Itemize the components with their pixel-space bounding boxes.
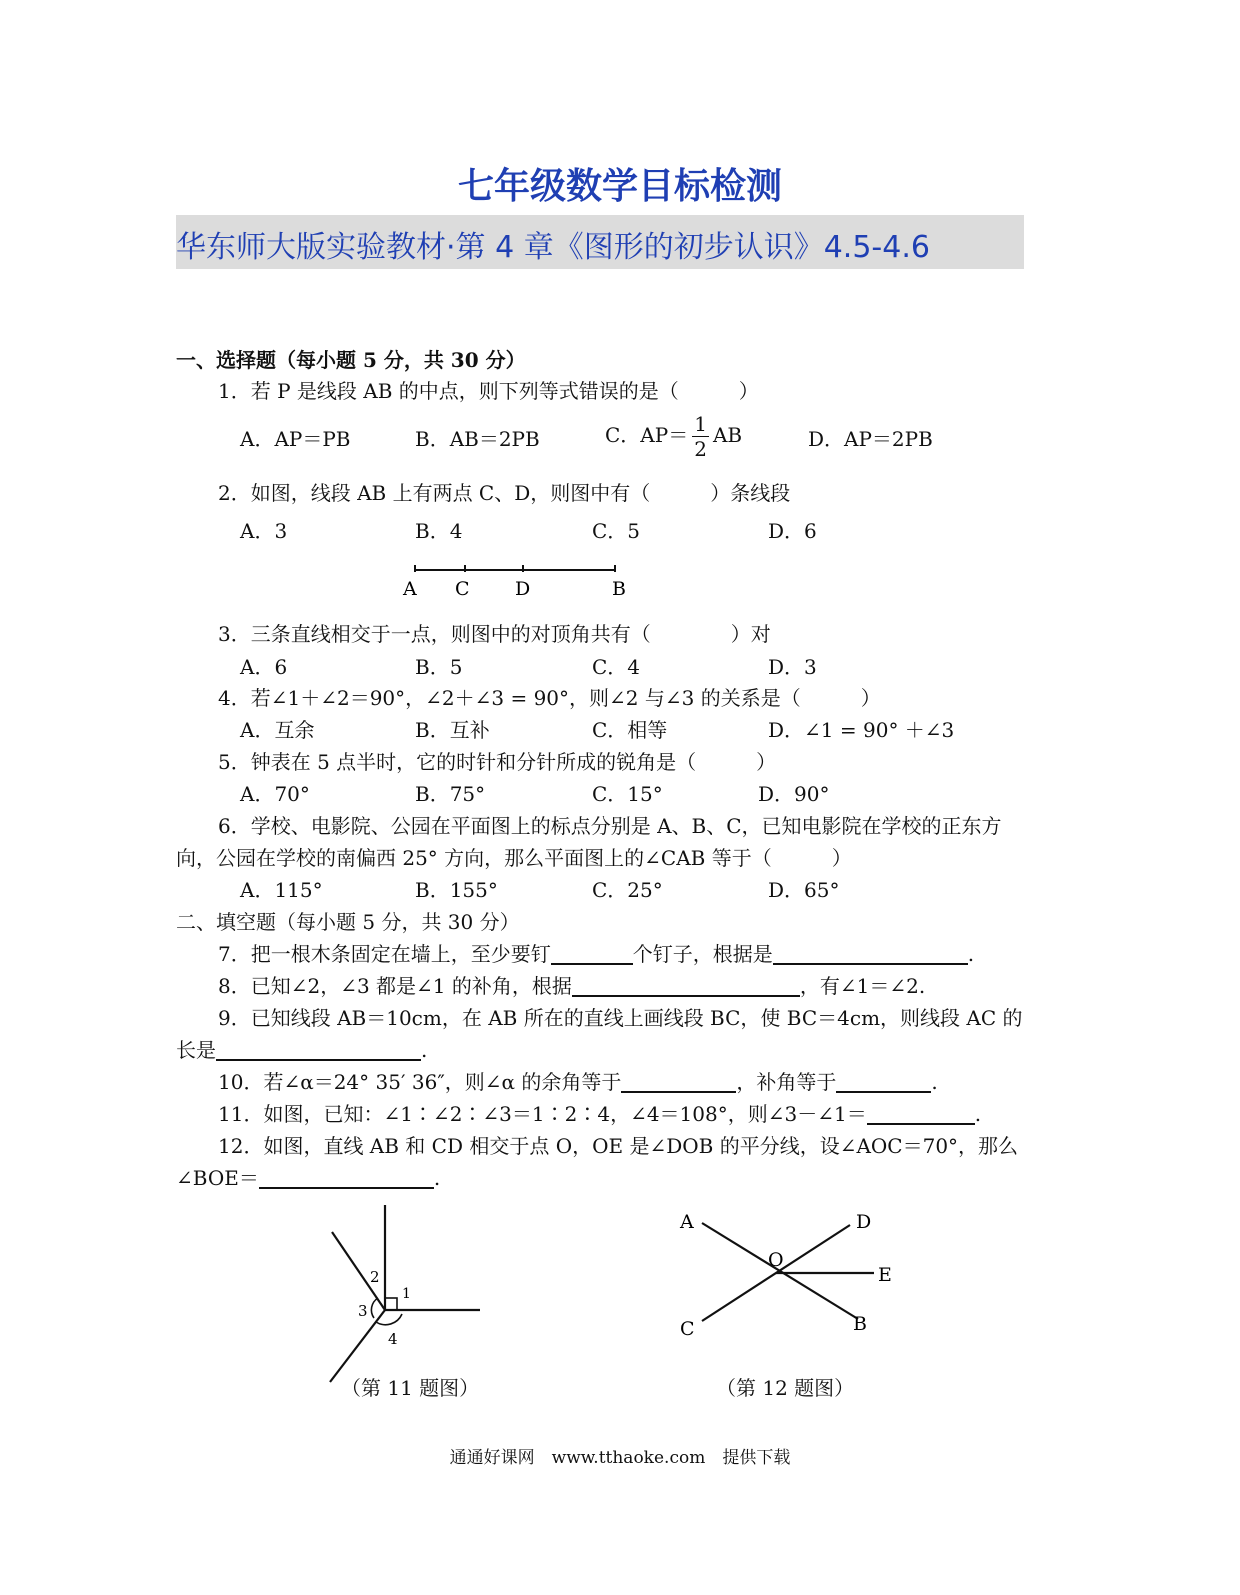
fraction-denominator: 2 xyxy=(694,437,707,461)
q12-line1: 12．如图，直线 AB 和 CD 相交于点 O，OE 是∠DOB 的平分线，设∠AOC＝70°，那么 xyxy=(218,1134,1019,1158)
q2-option-c: C．5 xyxy=(592,519,641,543)
q7-part3: . xyxy=(967,942,975,966)
fraction-numerator: 1 xyxy=(694,412,707,436)
angle-label-3: 3 xyxy=(358,1302,368,1320)
angle-label-1: 1 xyxy=(402,1286,411,1302)
q7-line xyxy=(218,941,974,967)
point-label-e: E xyxy=(878,1264,892,1286)
q3-option-d: D．3 xyxy=(768,655,817,679)
q7-blank2 xyxy=(773,943,968,965)
q10-blank1 xyxy=(621,1071,736,1093)
q10-part1: 10．若∠α＝24° 35′ 36″，则∠α 的余角等于 xyxy=(218,1070,622,1094)
q11-part1: 11．如图，已知：∠1∶∠2∶∠3＝1∶2∶4，∠4＝108°，则∠3－∠1＝ xyxy=(218,1102,867,1126)
q12-line2 xyxy=(176,1165,440,1191)
q1-stem: 1．若 P 是线段 AB 的中点，则下列等式错误的是（ ） xyxy=(218,379,759,403)
q6-stem-line1: 6．学校、电影院、公园在平面图上的标点分别是 A、B、C，已知电影院在学校的正东方 xyxy=(218,814,1002,838)
q2-option-b: B．4 xyxy=(415,519,463,543)
label-a: A xyxy=(403,578,417,600)
point-label-c: C xyxy=(680,1318,695,1340)
q6-option-d: D．65° xyxy=(768,878,840,902)
q10-part3: . xyxy=(931,1070,938,1094)
figure-12 xyxy=(670,1205,910,1345)
q5-option-c: C．15° xyxy=(592,782,663,806)
fraction-one-half xyxy=(692,412,709,461)
q3-stem: 3．三条直线相交于一点，则图中的对顶角共有（ ）对 xyxy=(218,622,771,646)
q1-option-d: D．AP＝2PB xyxy=(808,427,933,451)
q4-option-c: C．相等 xyxy=(592,718,668,742)
q12-blank xyxy=(259,1167,434,1189)
angle-arc-3 xyxy=(371,1298,378,1318)
q4-stem: 4．若∠1＋∠2＝90°，∠2＋∠3 = 90°，则∠2 与∠3 的关系是（ ） xyxy=(218,686,881,710)
footer-credit: 通通好课网 www.tthaoke.com 提供下载 xyxy=(449,1448,791,1468)
q11-blank xyxy=(867,1103,975,1125)
section2-heading: 二、填空题（每小题 5 分，共 30 分） xyxy=(176,910,520,934)
page-title: 七年级数学目标检测 xyxy=(457,166,782,207)
q6-option-a: A．115° xyxy=(240,878,323,902)
q8-line xyxy=(218,973,925,999)
label-d: D xyxy=(515,578,531,600)
point-label-a: A xyxy=(680,1211,694,1233)
q4-option-a: A．互余 xyxy=(240,718,315,742)
figure-11-caption: （第 11 题图） xyxy=(341,1376,480,1400)
q4-option-d: D．∠1 = 90° ＋∠3 xyxy=(768,718,955,742)
q5-option-a: A．70° xyxy=(240,782,310,806)
page-subtitle: 华东师大版实验教材·第 4 章《图形的初步认识》4.5-4.6 xyxy=(176,230,930,265)
figure-12-caption: （第 12 题图） xyxy=(716,1376,855,1400)
q2-segment-figure xyxy=(395,560,635,602)
q2-option-a: A．3 xyxy=(240,519,288,543)
q12-part1: ∠BOE＝ xyxy=(176,1166,259,1190)
q8-blank xyxy=(572,975,800,997)
q9-part1: 长是 xyxy=(176,1038,216,1062)
q9-line1: 9．已知线段 AB＝10cm，在 AB 所在的直线上画线段 BC，使 BC＝4cm，则线段 AC 的 xyxy=(218,1006,1023,1030)
q12-part2: . xyxy=(433,1166,441,1190)
q4-option-b: B．互补 xyxy=(415,718,490,742)
q8-part1: 8．已知∠2，∠3 都是∠1 的补角，根据 xyxy=(218,974,572,998)
q1-option-a: A．AP＝PB xyxy=(240,427,351,451)
q1-option-c-prefix: C．AP＝ xyxy=(605,423,689,447)
q9-line2 xyxy=(176,1037,427,1063)
q11-part2: . xyxy=(974,1102,982,1126)
q6-option-c: C．25° xyxy=(592,878,663,902)
q6-option-b: B．155° xyxy=(415,878,498,902)
q10-line xyxy=(218,1069,938,1095)
q1-option-c-suffix: AB xyxy=(712,423,743,447)
label-c: C xyxy=(455,578,470,600)
q7-part1: 7．把一根木条固定在墙上，至少要钉 xyxy=(218,942,551,966)
q3-option-c: C．4 xyxy=(592,655,641,679)
lower-left-ray xyxy=(330,1310,385,1382)
point-label-d: D xyxy=(856,1211,872,1233)
label-b: B xyxy=(612,578,626,600)
section1-heading: 一、选择题（每小题 5 分，共 30 分） xyxy=(176,348,526,372)
q10-part2: ，补角等于 xyxy=(736,1070,837,1094)
q3-option-a: A．6 xyxy=(240,655,288,679)
angle-label-4: 4 xyxy=(388,1330,398,1348)
point-label-o: O xyxy=(768,1249,784,1271)
angle-label-2: 2 xyxy=(370,1268,380,1286)
q1-option-b: B．AB＝2PB xyxy=(415,427,540,451)
q3-option-b: B．5 xyxy=(415,655,463,679)
q7-part2: 个钉子，根据是 xyxy=(632,942,773,966)
q1-option-c xyxy=(605,412,742,461)
q2-option-d: D．6 xyxy=(768,519,817,543)
q2-stem: 2．如图，线段 AB 上有两点 C、D，则图中有（ ）条线段 xyxy=(218,481,791,505)
q9-blank xyxy=(216,1039,421,1061)
q5-option-d: D．90° xyxy=(758,782,830,806)
q5-option-b: B．75° xyxy=(415,782,486,806)
q10-blank2 xyxy=(836,1071,931,1093)
point-label-b: B xyxy=(853,1313,867,1335)
q8-part2: ，有∠1＝∠2. xyxy=(799,974,926,998)
right-angle-mark xyxy=(385,1298,397,1310)
q7-blank1 xyxy=(551,943,633,965)
q6-stem-line2: 向，公园在学校的南偏西 25° 方向，那么平面图上的∠CAB 等于（ ） xyxy=(176,846,852,870)
q9-part2: . xyxy=(421,1038,428,1062)
q11-line xyxy=(218,1101,981,1127)
q5-stem: 5．钟表在 5 点半时，它的时针和分针所成的锐角是（ ） xyxy=(218,750,777,774)
